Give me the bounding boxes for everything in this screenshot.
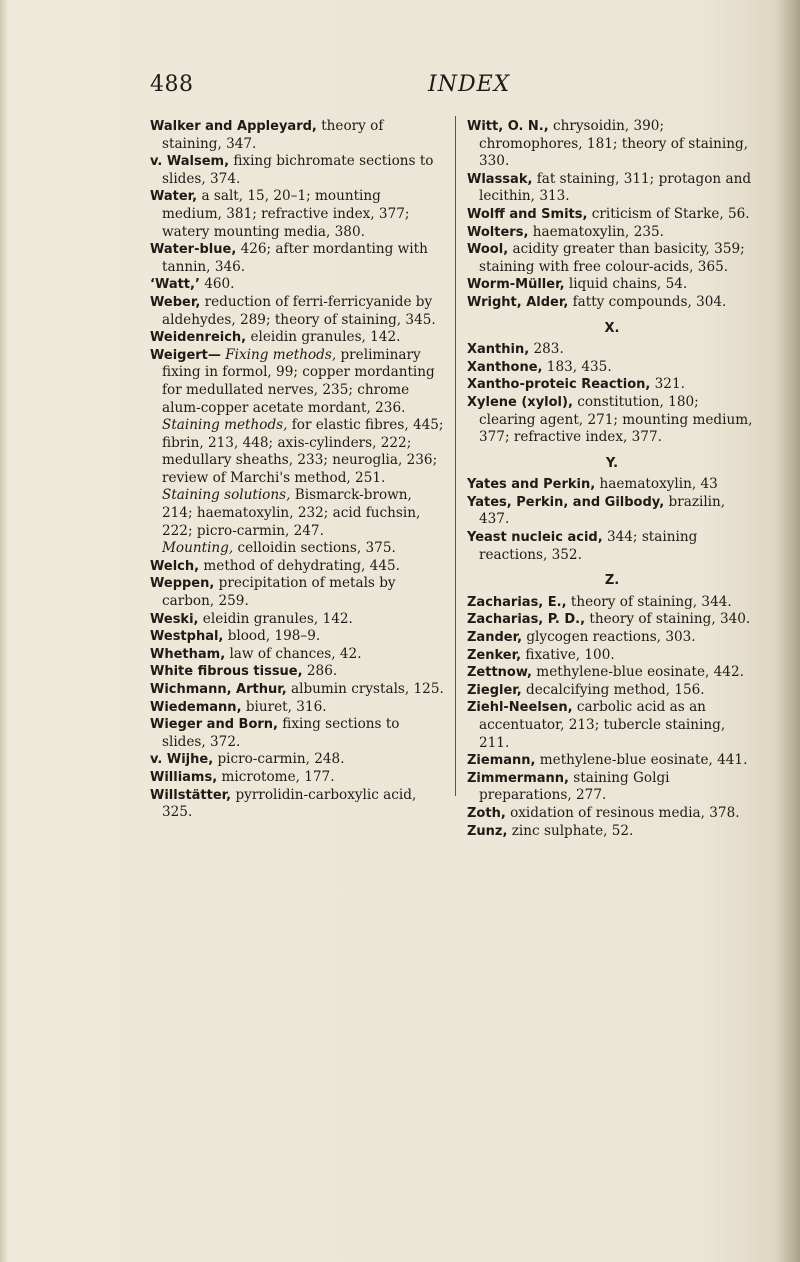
entry-heading: Ziemann, [467,753,536,769]
entry-text: pyrrolidin-carboxylic acid, 325. [162,786,417,821]
index-entry [467,699,757,752]
entry-heading: Wolters, [467,224,529,240]
entry-text: fatty compounds, 304. [568,293,727,310]
entry-text: a salt, 15, 20–1; mounting medium, 381; refractive index, 377; watery mounting media, 380. [162,188,410,240]
entry-heading: Zander, [467,630,523,646]
entry-text: fixing bichromate sections to slides, 374. [162,153,434,187]
index-entry [467,682,757,700]
entry-text: method of dehydrating, 445. [199,557,400,574]
index-entry [467,529,757,564]
entry-heading: Westphal, [150,629,224,645]
index-entry [467,376,757,394]
entry-heading: Worm-Müller, [467,277,565,293]
entry-text: oxidation of resinous media, 378. [505,804,740,821]
entry-text: reduction of ferri-ferricyanide by aldehydes, 289; theory of staining, 345. [162,293,436,328]
entry-text: theory of staining, 340. [585,611,751,628]
right-entries-w [467,118,757,312]
entry-text: biuret, 316. [241,698,327,715]
entry-heading: Wool, [467,242,509,258]
entry-text: 344; staining reactions, 352. [479,529,698,563]
index-entry [467,629,757,647]
entry-text: constitution, 180; clearing agent, 271; mounting medium, 377; refractive index, 377. [479,393,753,446]
entry-heading: v. Wijhe, [150,752,214,768]
index-entry [467,171,757,206]
left-column [150,118,444,822]
entry-heading: v. Walsem, [150,154,230,170]
index-subentry [150,540,444,558]
entry-heading: Witt, O. N., [467,119,549,134]
index-entry [150,646,444,664]
entry-heading: Zunz, [467,823,508,839]
entry-text: preliminary fixing in formol, 99; copper mordanting for medullated nerves, 235; chrome alum-copper acetate mordant, 236. [162,346,435,416]
entry-text: eleidin granules, 142. [198,610,353,627]
entry-heading: Weppen, [150,576,215,592]
index-entry [467,206,757,224]
entry-text: picro-carmin, 248. [213,751,345,768]
index-entry [467,494,757,529]
index-entry [150,699,444,717]
entry-heading: Ziegler, [467,682,522,698]
entry-heading: Weber, [150,294,201,310]
entry-heading: ‘Watt,’ [150,277,200,293]
entry-heading: Zoth, [467,805,506,821]
entry-text: chrysoidin, 390; chromophores, 181; theory of staining, 330. [479,118,749,170]
entry-italic: Staining solutions, [162,487,291,504]
entry-heading: Water-blue, [150,242,237,258]
index-entry [467,341,757,359]
index-entry [150,118,444,153]
entry-heading: Weidenreich, [150,330,247,346]
entry-heading: Weigert— [150,347,221,363]
entry-heading: Xantho-proteic Reaction, [467,377,651,393]
index-entry [150,241,444,276]
index-entry [467,359,757,377]
entry-text: acidity greater than basicity, 359; staining with free colour-acids, 365. [479,241,745,275]
entry-text: carbolic acid as an accentuator, 213; tubercle staining, 211. [479,699,726,751]
section-letter-z: Z. [604,573,620,589]
page-title: INDEX [428,72,511,97]
entry-text: 286. [302,663,338,680]
entry-text: 183, 435. [542,358,612,375]
entry-heading: Willstätter, [150,787,232,803]
index-entry [467,805,757,823]
entry-heading: Ziehl-Neelsen, [467,700,573,716]
index-entry [467,241,757,276]
index-entry [150,575,444,610]
entry-heading: Xylene (xylol), [467,394,573,410]
entry-text: zinc sulphate, 52. [507,822,634,839]
entry-heading: Zacharias, E., [467,594,567,610]
index-entry [467,118,757,171]
entry-heading: Williams, [150,769,218,785]
entry-text: glycogen reactions, 303. [522,629,696,646]
index-entry [467,664,757,682]
entry-text: theory of staining, 344. [566,593,732,610]
index-entry [150,276,444,294]
index-entry [150,153,444,188]
entry-text: fixative, 100. [521,646,615,663]
index-entry [467,294,757,312]
entry-text: fixing sections to slides, 372. [162,716,400,750]
index-entry [467,752,757,770]
index-entry [150,628,444,646]
index-entry [150,787,444,822]
entry-text: albumin crystals, 125. [286,681,444,697]
entry-text: microtome, 177. [217,768,335,785]
entry-heading: Xanthin, [467,342,530,358]
entry-heading: Welch, [150,558,200,574]
index-entry [150,681,444,699]
entry-heading: Yates and Perkin, [467,477,596,493]
entry-text: criticism of Starke, 56. [587,205,750,222]
section-letter-x: X. [604,320,620,336]
index-entry [150,663,444,681]
entry-text: theory of staining, 347. [162,118,384,152]
entry-text: 283. [529,341,564,358]
entry-text: for elastic fibres, 445; fibrin, 213, 448; axis-cylinders, 222; medullary sheaths, 233; neuroglia, 236; review of Marchi's method, 251. [162,417,444,486]
index-entry [150,188,444,241]
index-entry [467,647,757,665]
entry-heading: Zimmermann, [467,770,569,786]
index-entry [467,224,757,242]
entry-heading: Zacharias, P. D., [467,612,586,628]
entry-heading: Zenker, [467,647,522,663]
entry-text: blood, 198–9. [223,628,321,645]
entry-italic: Mounting, [162,540,234,557]
index-entry [467,476,757,494]
entry-text: fat staining, 311; protagon and lecithin, 313. [479,170,752,205]
index-entry [467,611,757,629]
index-subentry [150,417,444,487]
entry-heading: Wolff and Smits, [467,206,588,222]
entry-text: haematoxylin, 43 [595,476,718,493]
section-letter-y: Y. [605,455,619,471]
index-entry [150,716,444,751]
entry-text: law of chances, 42. [225,645,362,662]
entry-heading: Whetham, [150,646,226,662]
entry-text: 460. [199,276,235,293]
entry-heading: Water, [150,189,198,205]
right-entries-y [467,476,757,564]
page-header [150,72,750,102]
entry-text: 321. [650,376,685,393]
index-entry [467,394,757,447]
index-entry [150,294,444,329]
entry-heading: Walker and Appleyard, [150,119,317,134]
entry-text: celloidin sections, 375. [233,540,396,557]
entry-heading: Wieger and Born, [150,717,278,733]
index-entry [467,276,757,294]
entry-heading: Zettnow, [467,665,532,681]
entry-heading: White fibrous tissue, [150,664,303,680]
index-entry [467,823,757,841]
index-entry [150,751,444,769]
column-divider [455,116,456,796]
page-number: 488 [150,72,194,97]
entry-italic: Fixing methods, [225,346,337,363]
index-entry [467,770,757,805]
entry-text: haematoxylin, 235. [528,223,664,240]
entry-heading: Wichmann, Arthur, [150,682,287,697]
entry-text: methylene-blue eosinate, 442. [531,664,744,681]
entry-text: staining Golgi preparations, 277. [479,769,670,804]
weigert-subentries [150,417,444,558]
index-entry [150,769,444,787]
page-left-shadow [0,0,8,1262]
entry-text: decalcifying method, 156. [521,681,705,698]
left-entries-b [150,558,444,822]
index-subentry [150,487,444,540]
index-entry [467,594,757,612]
entry-heading: Wright, Alder, [467,294,569,310]
right-entries-x [467,341,757,447]
right-entries-z [467,594,757,840]
left-entries-a [150,118,444,417]
entry-text: 426; after mordanting with tannin, 346. [162,241,428,275]
entry-heading: Weski, [150,611,199,627]
index-entry [150,347,444,417]
entry-heading: Wiedemann, [150,699,242,715]
page-edge [778,0,800,1262]
entry-heading: Yates, Perkin, and Gilbody, [467,494,665,510]
entry-text: eleidin granules, 142. [246,329,401,346]
entry-heading: Yeast nucleic acid, [467,530,603,546]
entry-heading: Wlassak, [467,171,533,187]
entry-text: precipitation of metals by carbon, 259. [162,575,396,610]
right-column [467,118,757,840]
entry-text: Bismarck-brown, 214; haematoxylin, 232; acid fuchsin, 222; picro-carmin, 247. [162,487,421,539]
entry-heading: Xanthone, [467,359,543,375]
index-entry [150,611,444,629]
entry-text: methylene-blue eosinate, 441. [535,752,748,769]
entry-text: liquid chains, 54. [564,276,688,293]
index-entry [150,329,444,347]
entry-text: brazilin, 437. [479,493,726,528]
index-entry [150,558,444,576]
entry-italic: Staining methods, [162,417,288,434]
